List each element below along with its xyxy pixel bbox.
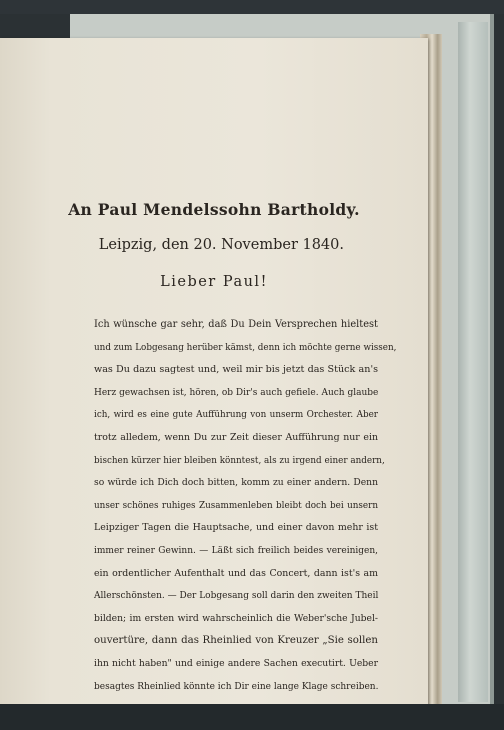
text-line: ein ordentlicher Aufenthalt und das Concert, dann ist's am bbox=[94, 567, 378, 579]
text-line: besagtes Rheinlied könnte ich Dir eine lange Klage schreiben. bbox=[94, 681, 379, 692]
letter-salutation: Lieber Paul! bbox=[160, 274, 268, 290]
text-line: immer reiner Gewinn. — Läßt sich freilich beides vereinigen, bbox=[94, 545, 378, 556]
background-top bbox=[0, 0, 504, 14]
background-bottom bbox=[0, 704, 504, 730]
letter-body bbox=[94, 314, 397, 698]
book-page bbox=[0, 38, 428, 722]
letter-dateline: Leipzig, den 20. November 1840. bbox=[98, 237, 344, 253]
text-line: Ich wünsche gar sehr, daß Du Dein Versprechen hieltest bbox=[94, 319, 378, 330]
text-line: Leipziger Tagen die Hauptsache, und einer davon mehr ist bbox=[94, 522, 378, 534]
text-line: und zum Lobgesang herüber kämst, denn ich möchte gerne wissen, bbox=[94, 342, 397, 353]
text-line: Herz gewachsen ist, hören, ob Dir's auch gefiele. Auch glaube bbox=[94, 387, 379, 398]
text-line: bischen kürzer hier bleiben könntest, als zu irgend einer andern, bbox=[94, 455, 385, 466]
text-line: Allerschönsten. — Der Lobgesang soll darin den zweiten Theil bbox=[94, 591, 379, 602]
letter-heading: An Paul Mendelssohn Bartholdy. bbox=[68, 200, 360, 219]
text-line: was Du dazu sagtest und, weil mir bis jetzt das Stück an's bbox=[94, 364, 378, 376]
text-line: bilden; im ersten wird wahrscheinlich die Weber'sche Jubel- bbox=[94, 612, 378, 624]
text-line: unser schönes ruhiges Zusammenleben bleibt doch bei unsern bbox=[94, 500, 378, 511]
text-line: ich, wird es eine gute Aufführung von unserm Orchester. Aber bbox=[94, 410, 378, 421]
text-line: ouvertüre, dann das Rheinlied von Kreuzer „Sie sollen bbox=[94, 635, 378, 647]
text-line: so würde ich Dich doch bitten, komm zu einer andern. Denn bbox=[94, 477, 378, 489]
book-cover-edge bbox=[458, 22, 488, 702]
text-line: ihn nicht haben" und einige andere Sachen executirt. Ueber bbox=[94, 657, 378, 669]
text-line: trotz alledem, wenn Du zur Zeit dieser Aufführung nur ein bbox=[94, 431, 378, 443]
